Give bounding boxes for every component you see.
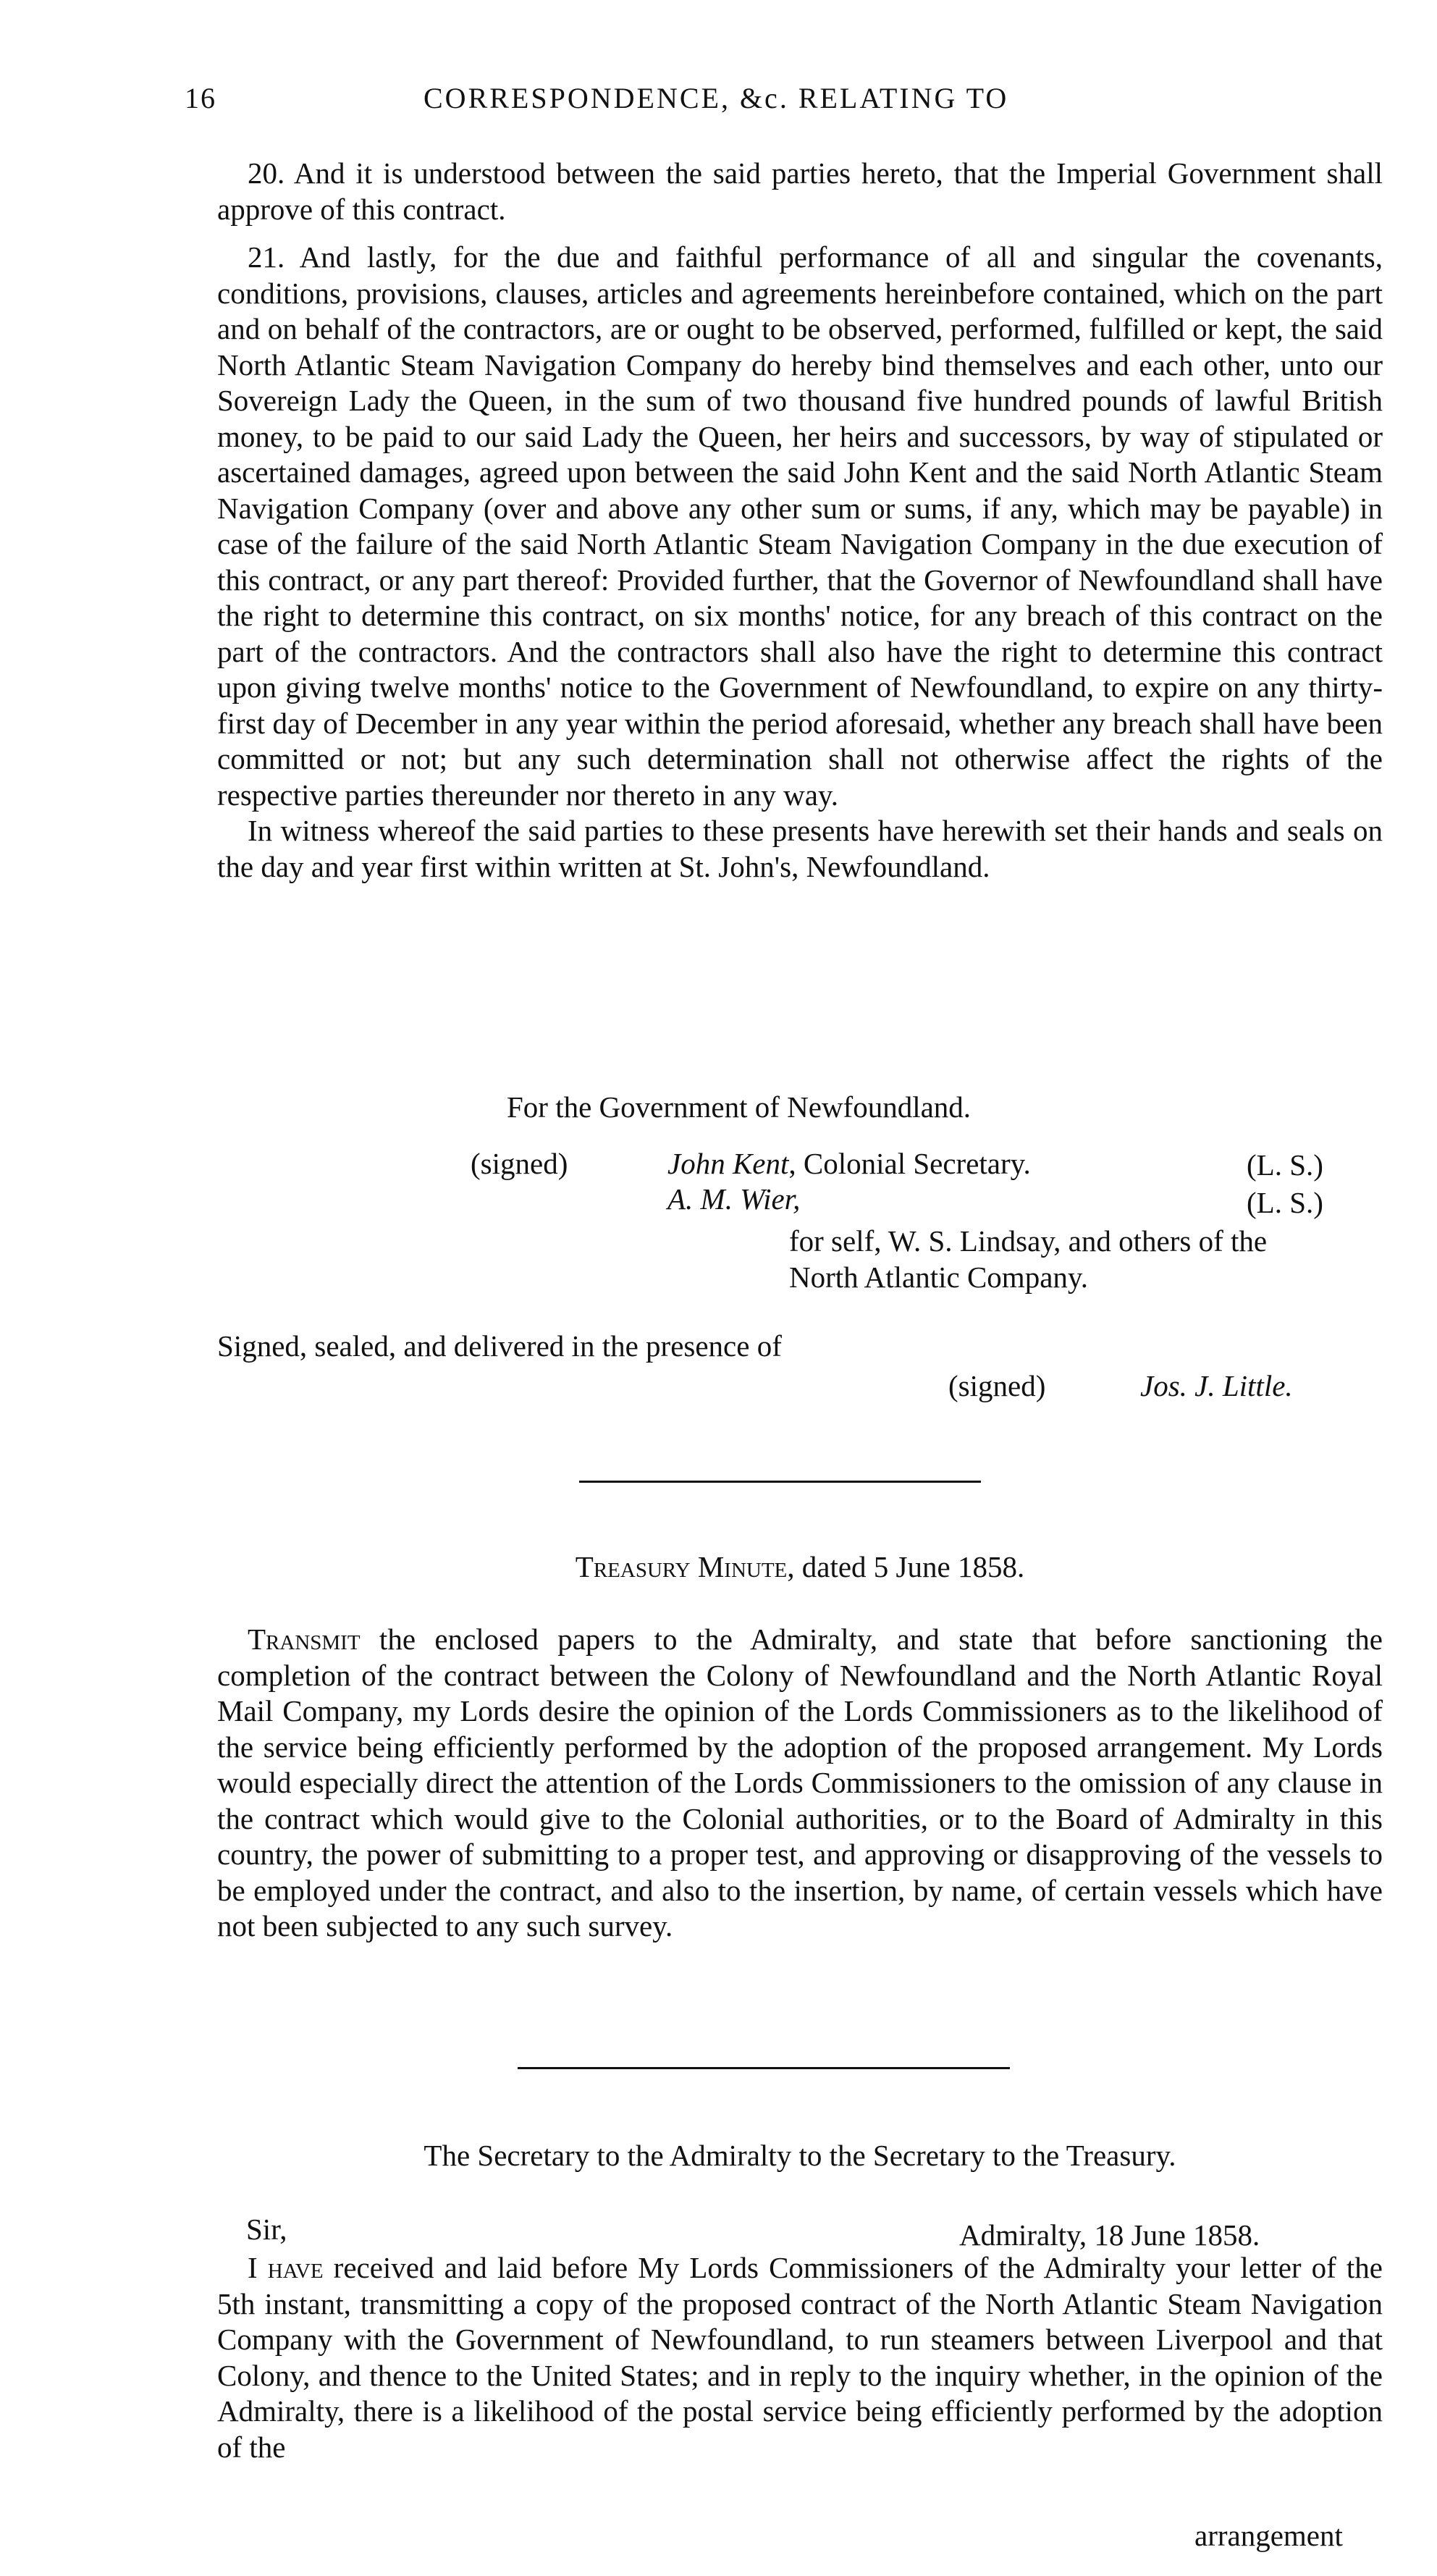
catchword: arrangement: [1194, 2519, 1343, 2552]
letter-body: [217, 2250, 1383, 2465]
clause-20: 20. And it is understood between the said parties hereto, that the Imperial Government shall approve of this contract.: [217, 156, 1383, 226]
letter-text: [217, 2250, 1383, 2465]
letter-salutation: Sir,: [246, 2213, 287, 2246]
contract-clauses: [217, 156, 1383, 885]
presence-line: Signed, sealed, and delivered in the presence of: [217, 1329, 782, 1363]
for-government-line: For the Government of Newfoundland.: [507, 1090, 972, 1124]
wier-capacity-line-1: for self, W. S. Lindsay, and others of the: [789, 1224, 1268, 1258]
section-divider-2: [518, 2067, 1010, 2069]
ls-mark-2: (L. S.): [1247, 1186, 1323, 1219]
letter-lead-words: I have: [248, 2251, 324, 2284]
kent-signature: [667, 1146, 1031, 1181]
minute-lead-word: Transmit: [248, 1622, 361, 1656]
minute-heading-title: Treasury Minute: [575, 1550, 788, 1583]
minute-text: the enclosed papers to the Admiralty, and state that before sanctioning the completion of the contract between the Colony of Newfoundland and the North Atlantic Royal Mail Company, my Lords desire the opinion of the Lords Commissioners as to the likelihood of the service being efficiently performed by the adoption of the proposed arrangement. My Lords would especially direct the attention of the Lords Commissioners to the omission of any clause in the contract which would give to the Colonial authorities, or to the Board of Admiralty in this country, the power of submitting to a proper test, and approving or disapproving of the vessels to be employed under the contract, and also to the insertion, by name, of certain vessels which have not been subjected to any such survey.: [217, 1622, 1383, 1942]
treasury-minute-text: [217, 1622, 1383, 1945]
minute-heading-date: , dated 5 June 1858.: [787, 1550, 1025, 1583]
letter-heading: The Secretary to the Admiralty to the Secretary to the Treasury.: [423, 2139, 1176, 2172]
section-divider-1: [579, 1481, 981, 1483]
wier-capacity-line-2: North Atlantic Company.: [789, 1260, 1088, 1294]
letter-text-body: received and laid before My Lords Commissioners of the Admiralty your letter of the 5th instant, transmitting a copy of the proposed contract of the North Atlantic Steam Navigation Company with the Government of Newfoundland, to run steamers between Liverpool and that Colony, and thence to the United States; and in reply to the inquiry whether, in the opinion of the Admiralty, there is a likelihood of the postal service being efficiently performed by the adoption of the: [217, 2251, 1383, 2464]
running-title: CORRESPONDENCE, &c. RELATING TO: [423, 82, 1009, 114]
signed-label: (signed): [471, 1147, 568, 1180]
page-header: [185, 81, 1169, 125]
page-number: 16: [185, 82, 216, 114]
letter-dateline: Admiralty, 18 June 1858.: [959, 2218, 1260, 2252]
treasury-minute-body: [217, 1622, 1383, 1945]
treasury-minute-heading: [217, 1549, 1383, 1584]
wier-name: A. M. Wier,: [667, 1182, 801, 1216]
clause-21: 21. And lastly, for the due and faithful performance of all and singular the covenants, conditions, provisions, clauses, articles and agreements hereinbefore contained, which on the part and on behalf of the contractors, are or ought to be observed, performed, fulfilled or kept, the said North Atlantic Steam Navigation Company do hereby bind themselves and each other, unto our Sovereign Lady the Queen, in the sum of two thousand five hundred pounds of lawful British money, to be paid to our said Lady the Queen, her heirs and successors, by way of stipulated or ascertained damages, agreed upon between the said John Kent and the said North Atlantic Steam Navigation Company (over and above any other sum or sums, if any, which may be payable) in case of the failure of the said North Atlantic Steam Navigation Company in the due execution of this contract, or any part thereof: Provided further, that the Governor of Newfoundland shall have the right to determine this contract, on six months' notice, for any breach of this contract on the part of the contractors. And the contractors shall also have the right to determine this contract upon giving twelve months' notice to the Government of Newfoundland, to expire on any thirty-first day of December in any year within the period aforesaid, whether any breach shall have been committed or not; but any such determination shall not otherwise affect the rights of the respective parties thereunder nor thereto in any way.: [217, 240, 1383, 812]
kent-title: , Colonial Secretary.: [788, 1147, 1031, 1180]
witness-clause: In witness whereof the said parties to these presents have herewith set their hands and seals on the day and year first within written at St. John's, Newfoundland.: [217, 814, 1383, 883]
kent-name: John Kent: [667, 1147, 789, 1180]
witness-signed-label: (signed): [948, 1369, 1046, 1402]
ls-mark-1: (L. S.): [1247, 1148, 1323, 1182]
witness-name: Jos. J. Little.: [1140, 1369, 1293, 1402]
